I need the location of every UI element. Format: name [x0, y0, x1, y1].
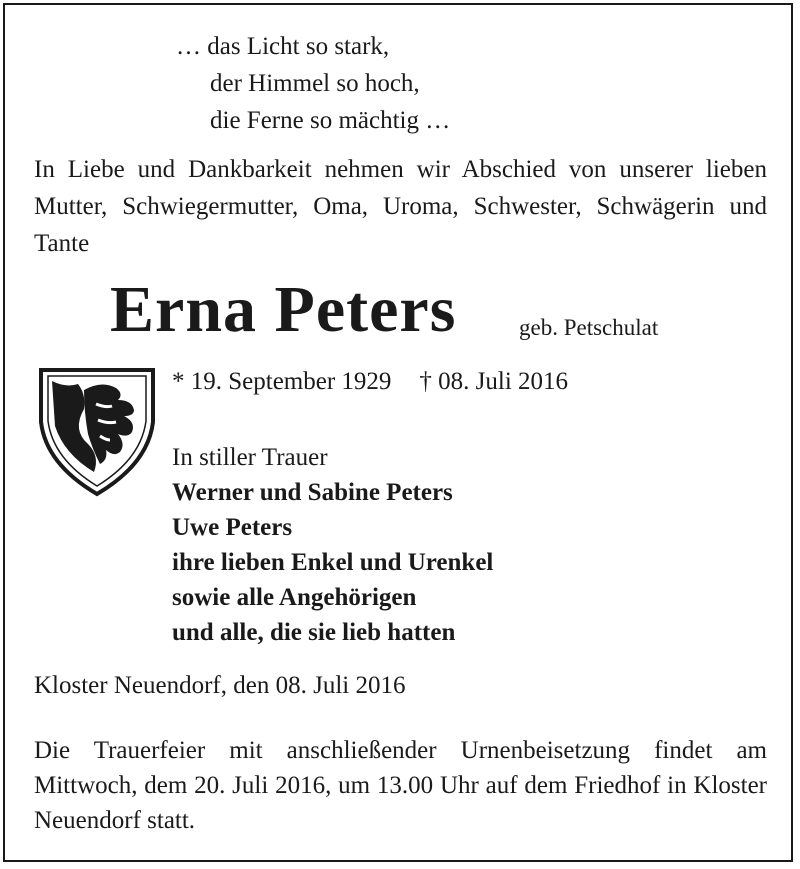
mourning-heading: In stiller Trauer — [172, 444, 328, 471]
mourner-line: Uwe Peters — [172, 514, 293, 541]
place-date: Kloster Neuendorf, den 08. Juli 2016 — [34, 672, 406, 699]
poem-line-2: der Himmel so hoch, — [210, 70, 420, 97]
poem-line-3: die Ferne so mächtig … — [210, 107, 451, 134]
deceased-name: Erna Peters — [110, 273, 457, 346]
mourner-line: und alle, die sie lieb hatten — [172, 619, 456, 646]
intro-text: In Liebe und Dankbarkeit nehmen wir Abschied von unserer lieben Mutter, Schwiegermutter, Oma, Uroma, Schwester, Schwägerin und Tante — [34, 156, 767, 257]
mourner-line: ihre lieben Enkel und Urenkel — [172, 549, 494, 576]
birth-date: * 19. September 1929 — [172, 368, 392, 395]
death-date: † 08. Juli 2016 — [419, 368, 569, 395]
mourner-line: Werner und Sabine Peters — [172, 479, 453, 506]
life-dates — [172, 368, 568, 396]
eagle-wing-shield-icon — [36, 364, 158, 498]
poem — [176, 28, 450, 139]
mourner-line: sowie alle Angehörigen — [172, 584, 417, 611]
funeral-info: Die Trauerfeier mit anschließender Urnenbeisetzung findet am Mittwoch, dem 20. Juli 2016, um 13.00 Uhr auf dem Friedhof in Kloster Neuendorf statt. — [34, 737, 767, 834]
poem-line-1: … das Licht so stark, — [176, 33, 390, 60]
birth-name: geb. Petschulat — [519, 315, 659, 340]
mourners-block — [172, 440, 493, 650]
